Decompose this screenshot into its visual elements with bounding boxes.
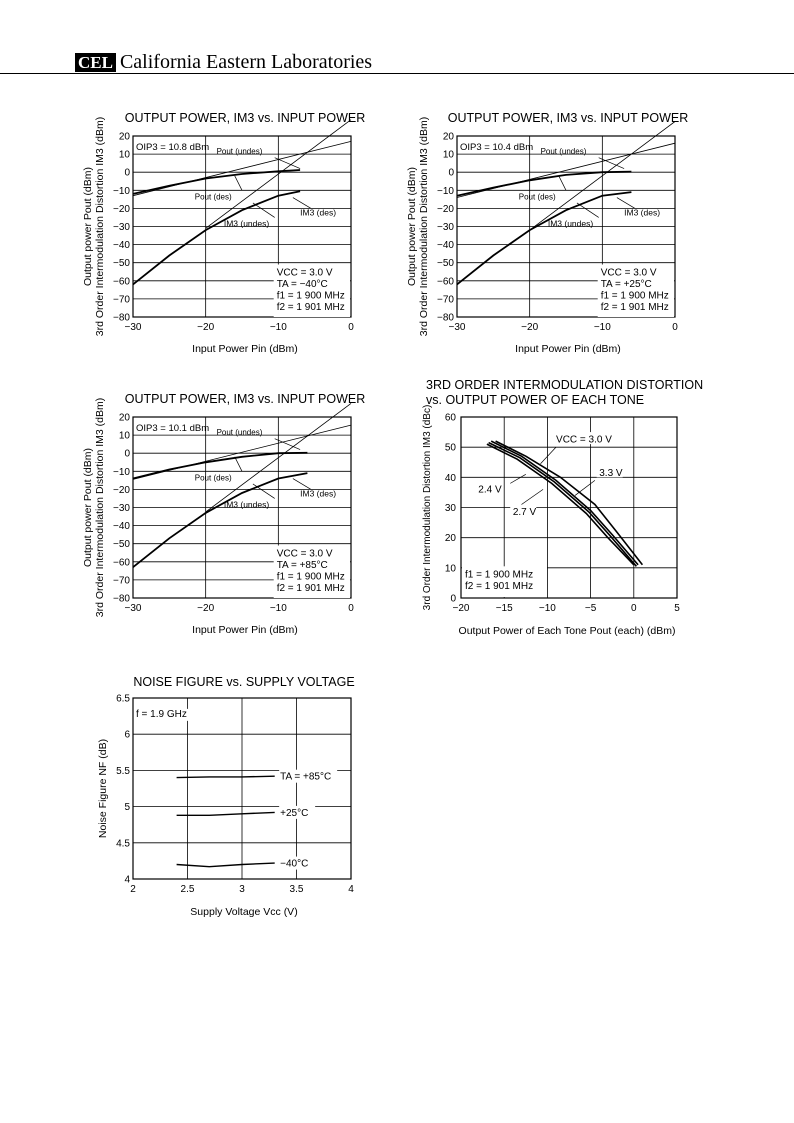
y-tick-label: −80 (437, 312, 454, 324)
y-tick-label: −30 (113, 503, 130, 514)
chart-title-line-1: 3RD ORDER INTERMODULATION DISTORTION (426, 378, 704, 392)
x-tick-label: −30 (448, 322, 466, 333)
label-pout-undes: Pout (undes) (540, 147, 587, 157)
y-tick-label: 10 (118, 149, 130, 161)
x-tick-label: 2 (130, 884, 136, 895)
y-tick-label: 4 (124, 874, 130, 886)
x-tick-label: 2.5 (180, 884, 195, 895)
label-pout-des: Pout (des) (194, 192, 232, 202)
y-axis-label-2: 3rd Order Intermodulation Distortion IM3 (dBm) (418, 116, 430, 337)
y-tick-label: 5.5 (116, 765, 130, 777)
y-tick-label: −30 (437, 222, 454, 233)
y-tick-label: 5 (124, 802, 130, 814)
x-tick-label: −20 (197, 603, 215, 614)
y-tick-label: −50 (437, 258, 454, 270)
x-tick-label: −30 (124, 322, 142, 333)
y-tick-label: −60 (437, 276, 454, 288)
y-tick-label: 20 (118, 131, 130, 143)
y-tick-label: −20 (113, 484, 130, 496)
x-tick-label: −10 (593, 322, 611, 333)
y-tick-label: −20 (113, 203, 130, 215)
condition-text: f1 = 1 900 MHz (276, 571, 345, 583)
chart-title: OUTPUT POWER, IM3 vs. INPUT POWER (124, 111, 366, 125)
x-tick-label: −5 (584, 603, 597, 614)
x-axis-label: Output Power of Each Tone Pout (each) (dBm) (458, 625, 676, 637)
y-tick-label: 0 (124, 167, 130, 179)
company-name: California Eastern Laboratories (119, 50, 373, 73)
x-tick-label: 4 (348, 884, 354, 895)
y-tick-label: 50 (444, 442, 456, 454)
y-tick-label: 20 (118, 412, 130, 424)
condition-text: f1 = 1 900 MHz (465, 569, 534, 581)
condition-text: f2 = 1 901 MHz (276, 583, 345, 595)
label-v30: VCC = 3.0 V (556, 434, 612, 446)
y-axis-label: Noise Figure NF (dB) (97, 738, 109, 839)
y-tick-label: −70 (113, 575, 130, 587)
label-pout-undes: Pout (undes) (216, 428, 263, 438)
chart-title: OUTPUT POWER, IM3 vs. INPUT POWER (124, 392, 366, 406)
x-tick-label: 0 (672, 322, 678, 333)
y-tick-label: −70 (437, 294, 454, 306)
condition-text: f2 = 1 901 MHz (600, 302, 669, 314)
label-im3-undes: IM3 (undes) (547, 218, 594, 229)
x-tick-label: 0 (631, 603, 637, 614)
y-tick-label: −80 (113, 593, 130, 605)
y-tick-label: 4.5 (116, 838, 130, 850)
x-tick-label: −20 (197, 322, 215, 333)
y-tick-label: 60 (444, 412, 456, 424)
y-tick-label: −10 (113, 185, 130, 197)
condition-text: f2 = 1 901 MHz (276, 302, 345, 314)
condition-text: f2 = 1 901 MHz (465, 580, 534, 592)
condition-text: f1 = 1 900 MHz (276, 290, 345, 302)
y-tick-label: −40 (437, 240, 454, 252)
condition-text: TA = +25°C (600, 279, 652, 291)
oip3-label: OIP3 = 10.4 dBm (460, 142, 534, 153)
condition-text: TA = +85°C (276, 560, 328, 572)
y-tick-label: −50 (113, 258, 130, 270)
x-tick-label: −20 (521, 322, 539, 333)
y-axis-label: 3rd Order Intermodulation Distortion IM3 (dBc) (422, 404, 433, 611)
x-tick-label: −10 (538, 603, 556, 614)
y-tick-label: −60 (113, 557, 130, 569)
x-tick-label: −20 (452, 603, 470, 614)
label-v27: 2.7 V (512, 507, 537, 519)
label-v33: 3.3 V (599, 467, 623, 479)
y-tick-label: 0 (448, 167, 454, 179)
chart-title-line-2: vs. OUTPUT POWER OF EACH TONE (426, 393, 645, 407)
y-axis-label-2: 3rd Order Intermodulation Distortion IM3 (dBm) (94, 116, 106, 337)
y-axis-label: Output power Pout (dBm) (406, 166, 418, 287)
condition-text: VCC = 3.0 V (276, 548, 333, 560)
x-tick-label: −30 (124, 603, 142, 614)
y-tick-label: 20 (442, 131, 454, 143)
company-logo: CEL (75, 53, 116, 72)
label-im3-undes: IM3 (undes) (223, 218, 270, 229)
y-axis-label: Output power Pout (dBm) (82, 447, 94, 568)
x-tick-label: 5 (674, 603, 680, 614)
x-tick-label: −10 (269, 322, 287, 333)
label-im3-undes: IM3 (undes) (223, 499, 270, 510)
y-tick-label: −60 (113, 276, 130, 288)
y-tick-label: 20 (444, 533, 456, 545)
y-tick-label: 10 (444, 563, 456, 575)
label-im3-des: IM3 (des) (624, 207, 661, 218)
label-v24: 2.4 V (478, 484, 502, 496)
chart-title: OUTPUT POWER, IM3 vs. INPUT POWER (447, 111, 689, 125)
y-tick-label: 6.5 (116, 693, 130, 705)
y-tick-label: −20 (437, 203, 454, 215)
x-axis-label: Input Power Pin (dBm) (192, 343, 298, 355)
y-tick-label: −40 (113, 240, 130, 252)
condition-text: f1 = 1 900 MHz (600, 290, 669, 302)
y-tick-label: 0 (124, 448, 130, 460)
y-tick-label: 0 (450, 593, 456, 605)
x-tick-label: 3 (239, 884, 245, 895)
label-pout-des: Pout (des) (518, 192, 556, 202)
y-tick-label: −80 (113, 312, 130, 324)
y-tick-label: 30 (444, 503, 456, 514)
x-tick-label: 3.5 (289, 884, 304, 895)
condition-text: VCC = 3.0 V (276, 267, 333, 279)
label-im3-des: IM3 (des) (300, 207, 337, 218)
label-pout-des: Pout (des) (194, 473, 232, 483)
y-tick-label: −70 (113, 294, 130, 306)
label-pout-undes: Pout (undes) (216, 147, 263, 157)
x-tick-label: −10 (269, 603, 287, 614)
y-tick-label: −50 (113, 539, 130, 551)
x-axis-label: Input Power Pin (dBm) (192, 624, 298, 636)
y-axis-label: Output power Pout (dBm) (82, 166, 94, 287)
y-tick-label: −30 (113, 222, 130, 233)
series-label: −40°C (280, 858, 309, 870)
oip3-label: OIP3 = 10.8 dBm (136, 142, 210, 153)
chart-title: NOISE FIGURE vs. SUPPLY VOLTAGE (133, 675, 355, 689)
y-tick-label: −40 (113, 521, 130, 533)
x-tick-label: 0 (348, 322, 354, 333)
x-axis-label: Input Power Pin (dBm) (515, 343, 621, 355)
y-tick-label: −10 (113, 466, 130, 478)
series-label: +25°C (280, 807, 309, 819)
y-tick-label: 40 (444, 472, 456, 484)
y-axis-label-2: 3rd Order Intermodulation Distortion IM3 (dBm) (94, 397, 106, 618)
series-line-1 (177, 812, 275, 815)
condition-text: f = 1.9 GHz (136, 708, 187, 720)
condition-text: VCC = 3.0 V (600, 267, 657, 279)
series-line-0 (177, 776, 275, 777)
y-tick-label: −10 (437, 185, 454, 197)
series-label: TA = +85°C (280, 771, 332, 783)
y-tick-label: 6 (124, 729, 130, 741)
y-tick-label: 10 (118, 430, 130, 442)
x-tick-label: 0 (348, 603, 354, 614)
y-tick-label: 10 (442, 149, 454, 161)
series-line-2 (177, 863, 275, 867)
x-axis-label: Supply Voltage Vcc (V) (190, 906, 298, 918)
x-tick-label: −15 (495, 603, 513, 614)
oip3-label: OIP3 = 10.1 dBm (136, 423, 210, 434)
condition-text: TA = −40°C (276, 279, 328, 291)
label-im3-des: IM3 (des) (300, 488, 337, 499)
